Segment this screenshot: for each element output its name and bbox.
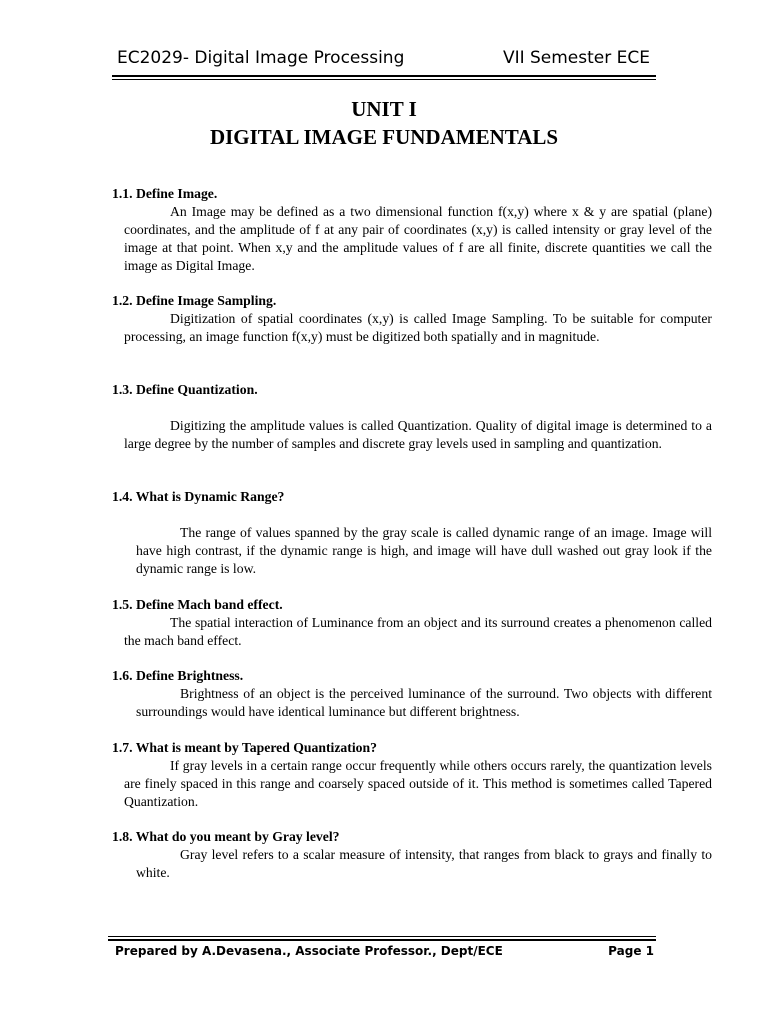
- header-rule: [112, 75, 656, 77]
- unit-heading: DIGITAL IMAGE FUNDAMENTALS: [209, 125, 559, 149]
- question-heading: 1.3. Define Quantization.: [112, 382, 258, 397]
- prepared-by-text: Prepared by A.Devasena., Associate Professor., Dept/ECE: [115, 944, 503, 958]
- section-image-sampling: [112, 292, 712, 346]
- page-number: Page 1: [608, 944, 654, 958]
- course-title: EC2029- Digital Image Processing: [117, 48, 405, 68]
- semester-label: VII Semester ECE: [502, 48, 650, 68]
- answer-paragraph: The range of values spanned by the gray scale is called dynamic range of an image. Image will have high contrast, if the dynamic range is high, and image will have dull washed out gray look if the dynamic range is low.: [136, 525, 712, 576]
- section-quantization: [112, 381, 712, 453]
- question-heading: 1.4. What is Dynamic Range?: [112, 489, 285, 504]
- unit-title: UNIT I: [351, 97, 417, 121]
- section-gray-level: [112, 828, 712, 882]
- answer-paragraph: An Image may be defined as a two dimensional function f(x,y) where x & y are spatial (plane) coordinates, and the amplitude of f at any pair of coordinates (x,y) is called intensity or gray level of the image at that point. When x,y and the amplitude values of f are all finite, discrete quantities we call the image as Digital Image.: [124, 204, 712, 273]
- section-brightness: [112, 667, 712, 721]
- footer-rule: [108, 939, 656, 941]
- header-rule-thin: [112, 79, 656, 80]
- question-heading: 1.8. What do you meant by Gray level?: [112, 829, 340, 844]
- question-heading: 1.5. Define Mach band effect.: [112, 597, 283, 612]
- page-header: [112, 47, 656, 75]
- footer-rule-thin: [108, 936, 656, 937]
- section-define-image: [112, 185, 712, 275]
- question-heading: 1.2. Define Image Sampling.: [112, 293, 277, 308]
- answer-paragraph: Gray level refers to a scalar measure of intensity, that ranges from black to grays and finally to white.: [136, 847, 712, 880]
- section-mach-band: [112, 596, 712, 650]
- question-heading: 1.1. Define Image.: [112, 186, 218, 201]
- answer-paragraph: If gray levels in a certain range occur frequently while others occurs rarely, the quantization levels are finely spaced in this range and coarsely spaced outside of it. This method is sometimes called Tapered Quantization.: [124, 758, 712, 809]
- answer-paragraph: The spatial interaction of Luminance from an object and its surround creates a phenomenon called the mach band effect.: [124, 615, 712, 648]
- answer-paragraph: Digitization of spatial coordinates (x,y) is called Image Sampling. To be suitable for computer processing, an image function f(x,y) must be digitized both spatially and in magnitude.: [124, 311, 712, 344]
- answer-paragraph: Digitizing the amplitude values is called Quantization. Quality of digital image is determined to a large degree by the number of samples and discrete gray levels used in sampling and quantization.: [124, 418, 712, 451]
- page-footer: [112, 943, 656, 961]
- answer-paragraph: Brightness of an object is the perceived luminance of the surround. Two objects with different surroundings would have identical luminance but different brightness.: [136, 686, 712, 719]
- question-heading: 1.7. What is meant by Tapered Quantization?: [112, 740, 377, 755]
- section-dynamic-range: [112, 488, 712, 578]
- section-tapered-quantization: [112, 739, 712, 811]
- question-heading: 1.6. Define Brightness.: [112, 668, 244, 683]
